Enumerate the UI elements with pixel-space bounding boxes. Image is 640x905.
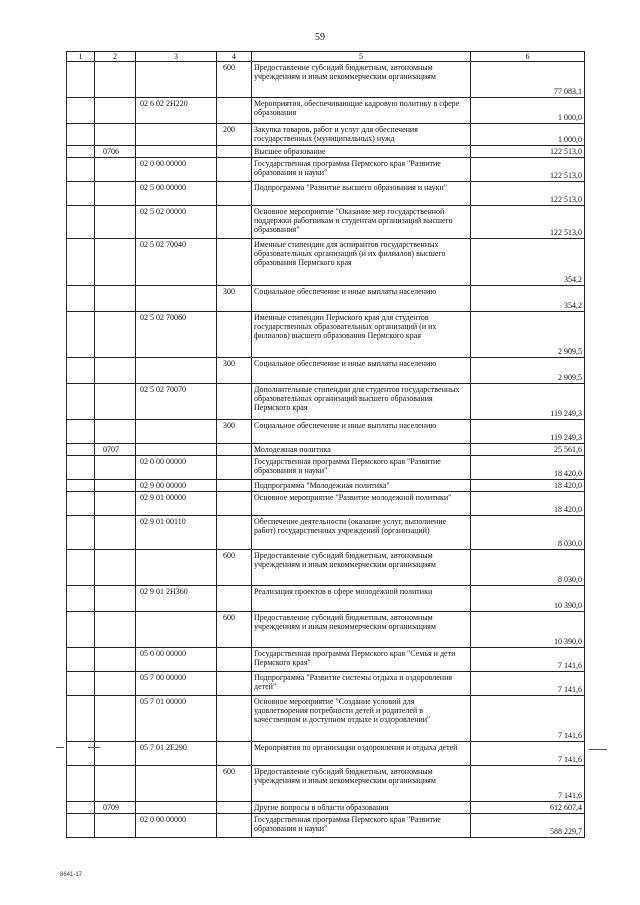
header-cell: 3 bbox=[136, 52, 217, 62]
row-number-cell bbox=[67, 239, 95, 286]
amount-cell: 122 513,0 bbox=[471, 182, 585, 206]
scan-mark bbox=[589, 749, 607, 750]
row-number-cell bbox=[67, 516, 95, 550]
description-cell: Государственная программа Пермского края "Развитие образования и науки" bbox=[252, 814, 471, 838]
amount-cell: 588 229,7 bbox=[471, 814, 585, 838]
amount-cell: 18 420,0 bbox=[471, 456, 585, 480]
table-row bbox=[67, 612, 585, 648]
section-code-cell bbox=[95, 742, 136, 766]
table-row bbox=[67, 550, 585, 586]
amount-cell: 10 390,0 bbox=[471, 612, 585, 648]
section-code-cell bbox=[95, 286, 136, 312]
amount-cell: 1 000,0 bbox=[471, 98, 585, 124]
target-code-cell: 02 0 00 00000 bbox=[136, 158, 217, 182]
section-code-cell bbox=[95, 612, 136, 648]
expense-type-cell bbox=[217, 480, 252, 492]
row-number-cell bbox=[67, 420, 95, 444]
target-code-cell bbox=[136, 358, 217, 384]
table-row bbox=[67, 358, 585, 384]
row-number-cell bbox=[67, 696, 95, 742]
description-cell: Другие вопросы в области образования bbox=[252, 802, 471, 814]
table-row bbox=[67, 672, 585, 696]
expense-type-cell: 600 bbox=[217, 766, 252, 802]
amount-cell: 77 083,1 bbox=[471, 62, 585, 98]
section-code-cell bbox=[95, 586, 136, 612]
amount-cell: 1 000,0 bbox=[471, 124, 585, 146]
table-row bbox=[67, 480, 585, 492]
target-code-cell: 05 7 00 00000 bbox=[136, 672, 217, 696]
section-code-cell bbox=[95, 98, 136, 124]
description-cell: Государственная программа Пермского края "Развитие образования и науки" bbox=[252, 456, 471, 480]
description-cell: Обеспечение деятельности (оказание услуг, выполнение работ) государственных учреждений (организаций) bbox=[252, 516, 471, 550]
description-cell: Реализация проектов в сфере молодежной политики bbox=[252, 586, 471, 612]
description-cell: Предоставление субсидий бюджетным, автономным учреждениям и иным некоммерческим организациям bbox=[252, 612, 471, 648]
table-header-row bbox=[67, 52, 585, 62]
table-row bbox=[67, 124, 585, 146]
amount-cell: 25 561,6 bbox=[471, 444, 585, 456]
amount-cell: 7 141,6 bbox=[471, 766, 585, 802]
header-cell: 2 bbox=[95, 52, 136, 62]
target-code-cell bbox=[136, 420, 217, 444]
table-row bbox=[67, 158, 585, 182]
description-cell: Основное мероприятие "Создание условий для удовлетворения потребности детей и родителей в качественном и доступном отдыхе и оздоровлении" bbox=[252, 696, 471, 742]
row-number-cell bbox=[67, 358, 95, 384]
table-row bbox=[67, 62, 585, 98]
row-number-cell bbox=[67, 124, 95, 146]
table-row bbox=[67, 802, 585, 814]
amount-cell: 18 420,0 bbox=[471, 492, 585, 516]
row-number-cell bbox=[67, 182, 95, 206]
description-cell: Социальное обеспечение и иные выплаты населению bbox=[252, 420, 471, 444]
amount-cell: 7 141,6 bbox=[471, 648, 585, 672]
description-cell: Социальное обеспечение и иные выплаты населению bbox=[252, 358, 471, 384]
row-number-cell bbox=[67, 98, 95, 124]
expense-type-cell bbox=[217, 516, 252, 550]
amount-cell: 119 249,3 bbox=[471, 420, 585, 444]
row-number-cell bbox=[67, 742, 95, 766]
row-number-cell bbox=[67, 62, 95, 98]
header-cell: 4 bbox=[217, 52, 252, 62]
target-code-cell: 05 7 01 2Е290 bbox=[136, 742, 217, 766]
expense-type-cell bbox=[217, 492, 252, 516]
table-row bbox=[67, 586, 585, 612]
description-cell: Основное мероприятие "Оказание мер государственной поддержки работникам и студентам организаций высшего образования" bbox=[252, 206, 471, 239]
expense-type-cell bbox=[217, 648, 252, 672]
amount-cell: 2 909,5 bbox=[471, 312, 585, 358]
amount-cell: 7 141,6 bbox=[471, 696, 585, 742]
expense-type-cell bbox=[217, 384, 252, 420]
description-cell: Закупка товаров, работ и услуг для обеспечения государственных (муниципальных) нужд bbox=[252, 124, 471, 146]
scan-mark bbox=[88, 747, 100, 748]
amount-cell: 10 390,0 bbox=[471, 586, 585, 612]
expense-type-cell: 600 bbox=[217, 612, 252, 648]
section-code-cell bbox=[95, 62, 136, 98]
target-code-cell bbox=[136, 146, 217, 158]
expense-type-cell: 600 bbox=[217, 550, 252, 586]
table-row bbox=[67, 492, 585, 516]
row-number-cell bbox=[67, 586, 95, 612]
header-cell: 1 bbox=[67, 52, 95, 62]
row-number-cell bbox=[67, 814, 95, 838]
section-code-cell: 0707 bbox=[95, 444, 136, 456]
section-code-cell bbox=[95, 124, 136, 146]
row-number-cell bbox=[67, 158, 95, 182]
header-cell: 5 bbox=[252, 52, 471, 62]
expense-type-cell bbox=[217, 206, 252, 239]
table-row bbox=[67, 384, 585, 420]
description-cell: Молодежная политика bbox=[252, 444, 471, 456]
expense-type-cell bbox=[217, 696, 252, 742]
scan-mark bbox=[56, 747, 64, 748]
expense-type-cell bbox=[217, 158, 252, 182]
target-code-cell bbox=[136, 612, 217, 648]
target-code-cell: 02 0 00 00000 bbox=[136, 456, 217, 480]
expense-type-cell bbox=[217, 586, 252, 612]
row-number-cell bbox=[67, 286, 95, 312]
amount-cell: 7 141,6 bbox=[471, 742, 585, 766]
target-code-cell bbox=[136, 550, 217, 586]
target-code-cell: 02 0 00 00000 bbox=[136, 814, 217, 838]
target-code-cell: 05 7 01 00000 bbox=[136, 696, 217, 742]
description-cell: Подпрограмма "Развитие системы отдыха и оздоровления детей" bbox=[252, 672, 471, 696]
table-row bbox=[67, 648, 585, 672]
table-row bbox=[67, 98, 585, 124]
table-row bbox=[67, 286, 585, 312]
section-code-cell bbox=[95, 492, 136, 516]
amount-cell: 18 420,0 bbox=[471, 480, 585, 492]
amount-cell: 8 030,0 bbox=[471, 516, 585, 550]
expense-type-cell bbox=[217, 742, 252, 766]
target-code-cell: 02 5 02 00000 bbox=[136, 206, 217, 239]
table-row bbox=[67, 206, 585, 239]
header-cell: 6 bbox=[471, 52, 585, 62]
expense-type-cell bbox=[217, 814, 252, 838]
expense-type-cell bbox=[217, 182, 252, 206]
description-cell: Государственная программа Пермского края "Семья и дети Пермского края" bbox=[252, 648, 471, 672]
target-code-cell: 02 6 02 2Н220 bbox=[136, 98, 217, 124]
section-code-cell bbox=[95, 420, 136, 444]
row-number-cell bbox=[67, 456, 95, 480]
table-row bbox=[67, 516, 585, 550]
table-body bbox=[67, 62, 585, 838]
row-number-cell bbox=[67, 648, 95, 672]
target-code-cell bbox=[136, 62, 217, 98]
row-number-cell bbox=[67, 492, 95, 516]
description-cell: Именные стипендии для аспирантов государственных образовательных организаций (и их филиалов) высшего образования Пермского края bbox=[252, 239, 471, 286]
section-code-cell bbox=[95, 648, 136, 672]
table-row bbox=[67, 814, 585, 838]
description-cell: Подпрограмма "Молодежная политика" bbox=[252, 480, 471, 492]
table-row bbox=[67, 766, 585, 802]
expense-type-cell bbox=[217, 444, 252, 456]
expense-type-cell bbox=[217, 98, 252, 124]
amount-cell: 122 513,0 bbox=[471, 158, 585, 182]
row-number-cell bbox=[67, 146, 95, 158]
row-number-cell bbox=[67, 550, 95, 586]
expense-type-cell bbox=[217, 146, 252, 158]
amount-cell: 8 030,0 bbox=[471, 550, 585, 586]
section-code-cell bbox=[95, 358, 136, 384]
row-number-cell bbox=[67, 672, 95, 696]
page-number: 59 bbox=[315, 32, 325, 43]
target-code-cell: 05 0 00 00000 bbox=[136, 648, 217, 672]
amount-cell: 122 513,0 bbox=[471, 146, 585, 158]
row-number-cell bbox=[67, 444, 95, 456]
table-row bbox=[67, 182, 585, 206]
table-row bbox=[67, 312, 585, 358]
target-code-cell: 02 5 00 00000 bbox=[136, 182, 217, 206]
expense-type-cell bbox=[217, 802, 252, 814]
section-code-cell bbox=[95, 814, 136, 838]
section-code-cell bbox=[95, 206, 136, 239]
table-row bbox=[67, 239, 585, 286]
description-cell: Мероприятия, обеспечивающие кадровую политику в сфере образования bbox=[252, 98, 471, 124]
description-cell: Предоставление субсидий бюджетным, автономным учреждениям и иным некоммерческим организациям bbox=[252, 550, 471, 586]
section-code-cell: 0706 bbox=[95, 146, 136, 158]
expense-type-cell: 300 bbox=[217, 286, 252, 312]
table-row bbox=[67, 420, 585, 444]
target-code-cell: 02 5 02 70040 bbox=[136, 239, 217, 286]
description-cell: Мероприятия по организации оздоровления и отдыха детей bbox=[252, 742, 471, 766]
amount-cell: 354,2 bbox=[471, 239, 585, 286]
expense-type-cell bbox=[217, 239, 252, 286]
section-code-cell bbox=[95, 550, 136, 586]
section-code-cell bbox=[95, 516, 136, 550]
section-code-cell bbox=[95, 239, 136, 286]
description-cell: Именные стипендии Пермского края для студентов государственных образовательных организаций (и их филиалов) высшего образования Пермского края bbox=[252, 312, 471, 358]
amount-cell: 354,2 bbox=[471, 286, 585, 312]
target-code-cell bbox=[136, 444, 217, 456]
target-code-cell: 02 5 02 70060 bbox=[136, 312, 217, 358]
row-number-cell bbox=[67, 384, 95, 420]
section-code-cell bbox=[95, 672, 136, 696]
row-number-cell bbox=[67, 612, 95, 648]
target-code-cell bbox=[136, 124, 217, 146]
description-cell: Основное мероприятие "Развитие молодежной политики" bbox=[252, 492, 471, 516]
row-number-cell bbox=[67, 480, 95, 492]
row-number-cell bbox=[67, 312, 95, 358]
row-number-cell bbox=[67, 766, 95, 802]
description-cell: Высшее образование bbox=[252, 146, 471, 158]
description-cell: Предоставление субсидий бюджетным, автономным учреждениям и иным некоммерческим организациям bbox=[252, 766, 471, 802]
description-cell: Подпрограмма "Развитие высшего образования и науки" bbox=[252, 182, 471, 206]
row-number-cell bbox=[67, 802, 95, 814]
amount-cell: 612 607,4 bbox=[471, 802, 585, 814]
expense-type-cell: 600 bbox=[217, 62, 252, 98]
section-code-cell bbox=[95, 312, 136, 358]
target-code-cell: 02 9 00 00000 bbox=[136, 480, 217, 492]
amount-cell: 122 513,0 bbox=[471, 206, 585, 239]
amount-cell: 119 249,3 bbox=[471, 384, 585, 420]
footer-code: 8641-17 bbox=[60, 872, 83, 878]
expense-type-cell: 300 bbox=[217, 358, 252, 384]
target-code-cell bbox=[136, 802, 217, 814]
table-row bbox=[67, 742, 585, 766]
section-code-cell bbox=[95, 182, 136, 206]
budget-table bbox=[66, 51, 585, 838]
section-code-cell bbox=[95, 696, 136, 742]
description-cell: Социальное обеспечение и иные выплаты населению bbox=[252, 286, 471, 312]
target-code-cell: 02 9 01 00000 bbox=[136, 492, 217, 516]
target-code-cell bbox=[136, 766, 217, 802]
section-code-cell bbox=[95, 456, 136, 480]
table-row bbox=[67, 456, 585, 480]
section-code-cell: 0709 bbox=[95, 802, 136, 814]
expense-type-cell bbox=[217, 456, 252, 480]
table-row bbox=[67, 696, 585, 742]
section-code-cell bbox=[95, 766, 136, 802]
table-row bbox=[67, 146, 585, 158]
expense-type-cell bbox=[217, 312, 252, 358]
section-code-cell bbox=[95, 158, 136, 182]
target-code-cell: 02 9 01 00110 bbox=[136, 516, 217, 550]
section-code-cell bbox=[95, 480, 136, 492]
section-code-cell bbox=[95, 384, 136, 420]
expense-type-cell bbox=[217, 672, 252, 696]
table-row bbox=[67, 444, 585, 456]
description-cell: Предоставление субсидий бюджетным, автономным учреждениям и иным некоммерческим организациям bbox=[252, 62, 471, 98]
target-code-cell: 02 9 01 2Н360 bbox=[136, 586, 217, 612]
expense-type-cell: 300 bbox=[217, 420, 252, 444]
row-number-cell bbox=[67, 206, 95, 239]
amount-cell: 7 141,6 bbox=[471, 672, 585, 696]
target-code-cell bbox=[136, 286, 217, 312]
expense-type-cell: 200 bbox=[217, 124, 252, 146]
description-cell: Государственная программа Пермского края "Развитие образования и науки" bbox=[252, 158, 471, 182]
target-code-cell: 02 5 02 70070 bbox=[136, 384, 217, 420]
amount-cell: 2 909,5 bbox=[471, 358, 585, 384]
description-cell: Дополнительные стипендии для студентов государственных образовательных организаций высшего образования Пермского края bbox=[252, 384, 471, 420]
